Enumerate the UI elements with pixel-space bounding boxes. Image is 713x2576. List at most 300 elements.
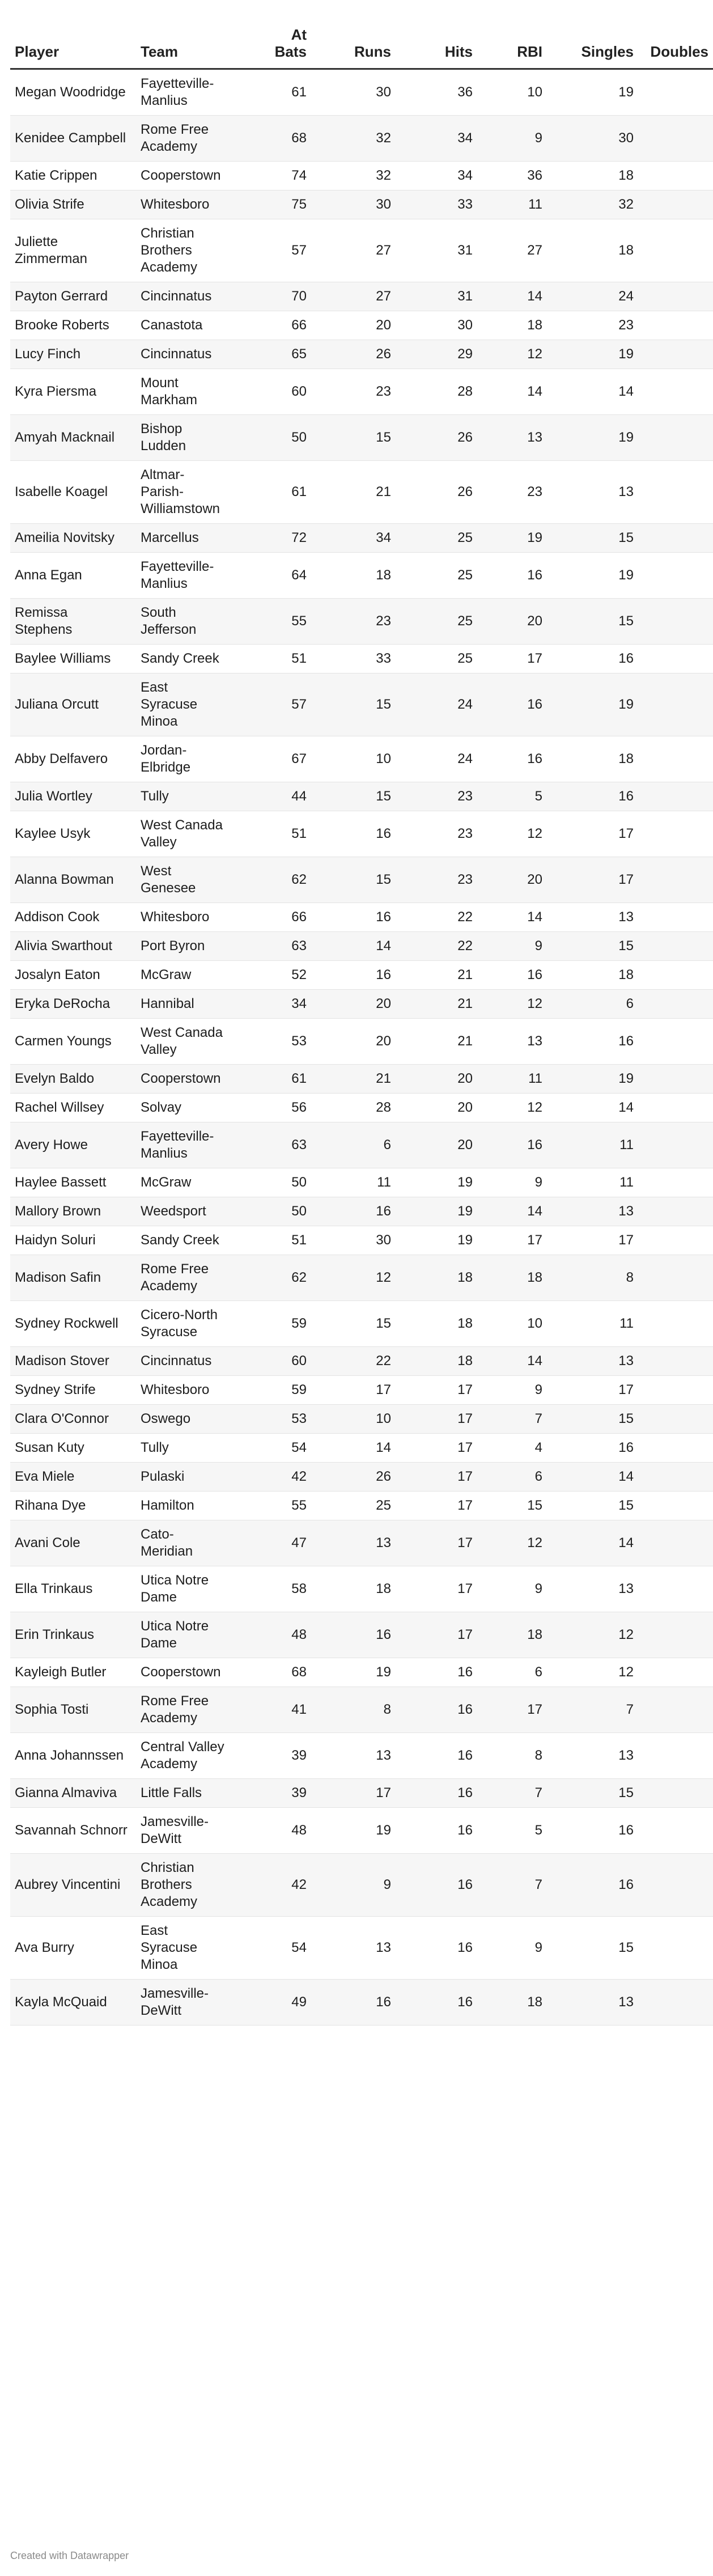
cell-rbi: 13 [477, 1019, 547, 1065]
cell-at-bats: 74 [230, 162, 311, 190]
cell-team: Cincinnatus [133, 282, 230, 311]
table-row [10, 1255, 713, 1301]
cell-rbi: 36 [477, 162, 547, 190]
cell-singles: 13 [547, 1347, 638, 1376]
cell-team: Sandy Creek [133, 1226, 230, 1255]
cell-at-bats: 62 [230, 1255, 311, 1301]
cell-doubles [638, 69, 713, 116]
cell-doubles [638, 219, 713, 282]
cell-singles: 14 [547, 369, 638, 415]
cell-runs: 16 [311, 811, 396, 857]
cell-at-bats: 55 [230, 599, 311, 645]
cell-doubles [638, 645, 713, 673]
cell-hits: 29 [396, 340, 477, 369]
cell-singles: 23 [547, 311, 638, 340]
cell-singles: 19 [547, 553, 638, 599]
cell-runs: 32 [311, 116, 396, 162]
cell-player: Brooke Roberts [10, 311, 133, 340]
cell-doubles [638, 1376, 713, 1405]
cell-at-bats: 42 [230, 1854, 311, 1917]
table-row [10, 1658, 713, 1687]
cell-doubles [638, 961, 713, 990]
cell-runs: 30 [311, 69, 396, 116]
table-row [10, 1019, 713, 1065]
cell-runs: 23 [311, 599, 396, 645]
cell-at-bats: 48 [230, 1808, 311, 1854]
cell-runs: 10 [311, 1405, 396, 1434]
cell-team: Whitesboro [133, 1376, 230, 1405]
cell-doubles [638, 190, 713, 219]
cell-player: Kaylee Usyk [10, 811, 133, 857]
cell-player: Susan Kuty [10, 1434, 133, 1463]
cell-team: Bishop Ludden [133, 415, 230, 461]
cell-singles: 15 [547, 932, 638, 961]
cell-singles: 7 [547, 1687, 638, 1733]
cell-runs: 33 [311, 645, 396, 673]
cell-rbi: 14 [477, 1197, 547, 1226]
cell-doubles [638, 857, 713, 903]
cell-at-bats: 70 [230, 282, 311, 311]
cell-at-bats: 51 [230, 811, 311, 857]
cell-player: Evelyn Baldo [10, 1065, 133, 1094]
cell-player: Isabelle Koagel [10, 461, 133, 524]
cell-player: Avery Howe [10, 1122, 133, 1168]
cell-runs: 30 [311, 1226, 396, 1255]
cell-doubles [638, 1520, 713, 1566]
cell-rbi: 8 [477, 1733, 547, 1779]
cell-doubles [638, 1566, 713, 1612]
cell-singles: 18 [547, 736, 638, 782]
cell-doubles [638, 599, 713, 645]
cell-player: Abby Delfavero [10, 736, 133, 782]
cell-doubles [638, 311, 713, 340]
cell-rbi: 9 [477, 116, 547, 162]
cell-runs: 13 [311, 1733, 396, 1779]
cell-rbi: 12 [477, 1094, 547, 1122]
cell-singles: 19 [547, 340, 638, 369]
cell-player: Madison Stover [10, 1347, 133, 1376]
cell-runs: 12 [311, 1255, 396, 1301]
cell-singles: 17 [547, 1226, 638, 1255]
cell-rbi: 12 [477, 811, 547, 857]
cell-at-bats: 50 [230, 1197, 311, 1226]
table-row [10, 69, 713, 116]
cell-player: Alanna Bowman [10, 857, 133, 903]
cell-hits: 23 [396, 782, 477, 811]
cell-team: East Syracuse Minoa [133, 1917, 230, 1980]
header-runs[interactable]: Runs [311, 23, 396, 69]
cell-runs: 20 [311, 990, 396, 1019]
cell-doubles [638, 340, 713, 369]
cell-runs: 13 [311, 1520, 396, 1566]
cell-rbi: 16 [477, 961, 547, 990]
cell-singles: 11 [547, 1301, 638, 1347]
table-row [10, 190, 713, 219]
cell-at-bats: 61 [230, 1065, 311, 1094]
cell-team: Tully [133, 1434, 230, 1463]
cell-rbi: 20 [477, 599, 547, 645]
cell-team: Utica Notre Dame [133, 1566, 230, 1612]
cell-runs: 15 [311, 673, 396, 736]
cell-doubles [638, 1168, 713, 1197]
cell-doubles [638, 1434, 713, 1463]
cell-player: Aubrey Vincentini [10, 1854, 133, 1917]
cell-rbi: 16 [477, 553, 547, 599]
cell-runs: 8 [311, 1687, 396, 1733]
cell-singles: 30 [547, 116, 638, 162]
cell-singles: 15 [547, 1917, 638, 1980]
cell-player: Josalyn Eaton [10, 961, 133, 990]
cell-singles: 17 [547, 811, 638, 857]
cell-team: Cicero-North Syracuse [133, 1301, 230, 1347]
cell-doubles [638, 1980, 713, 2026]
cell-hits: 17 [396, 1520, 477, 1566]
table-row [10, 219, 713, 282]
table-row [10, 340, 713, 369]
cell-hits: 16 [396, 1980, 477, 2026]
cell-runs: 26 [311, 1463, 396, 1492]
table-row [10, 1808, 713, 1854]
cell-player: Mallory Brown [10, 1197, 133, 1226]
cell-rbi: 9 [477, 1168, 547, 1197]
cell-rbi: 17 [477, 1226, 547, 1255]
cell-rbi: 18 [477, 1612, 547, 1658]
header-team[interactable]: Team [133, 23, 230, 69]
cell-hits: 36 [396, 69, 477, 116]
cell-hits: 19 [396, 1226, 477, 1255]
table-row [10, 1733, 713, 1779]
cell-hits: 20 [396, 1122, 477, 1168]
cell-at-bats: 48 [230, 1612, 311, 1658]
cell-rbi: 18 [477, 1255, 547, 1301]
cell-runs: 6 [311, 1122, 396, 1168]
table-row [10, 1463, 713, 1492]
cell-team: Whitesboro [133, 903, 230, 932]
cell-at-bats: 52 [230, 961, 311, 990]
cell-hits: 17 [396, 1405, 477, 1434]
cell-singles: 13 [547, 1733, 638, 1779]
cell-player: Julia Wortley [10, 782, 133, 811]
cell-hits: 22 [396, 932, 477, 961]
cell-hits: 25 [396, 524, 477, 553]
cell-player: Alivia Swarthout [10, 932, 133, 961]
cell-player: Sydney Strife [10, 1376, 133, 1405]
cell-singles: 15 [547, 1405, 638, 1434]
cell-rbi: 14 [477, 1347, 547, 1376]
cell-team: Whitesboro [133, 190, 230, 219]
cell-player: Anna Egan [10, 553, 133, 599]
cell-doubles [638, 1854, 713, 1917]
cell-singles: 13 [547, 1197, 638, 1226]
cell-player: Lucy Finch [10, 340, 133, 369]
cell-singles: 14 [547, 1094, 638, 1122]
cell-at-bats: 55 [230, 1492, 311, 1520]
cell-team: Fayetteville-Manlius [133, 553, 230, 599]
cell-singles: 13 [547, 1566, 638, 1612]
cell-runs: 9 [311, 1854, 396, 1917]
cell-team: Cooperstown [133, 1065, 230, 1094]
cell-team: Jamesville-DeWitt [133, 1808, 230, 1854]
table-row [10, 1492, 713, 1520]
cell-at-bats: 59 [230, 1301, 311, 1347]
cell-team: Solvay [133, 1094, 230, 1122]
cell-doubles [638, 1917, 713, 1980]
cell-singles: 19 [547, 69, 638, 116]
cell-hits: 24 [396, 736, 477, 782]
cell-runs: 21 [311, 1065, 396, 1094]
cell-team: Hamilton [133, 1492, 230, 1520]
cell-singles: 12 [547, 1658, 638, 1687]
cell-runs: 22 [311, 1347, 396, 1376]
cell-doubles [638, 990, 713, 1019]
cell-at-bats: 58 [230, 1566, 311, 1612]
cell-team: Utica Notre Dame [133, 1612, 230, 1658]
cell-hits: 17 [396, 1612, 477, 1658]
cell-doubles [638, 1687, 713, 1733]
cell-hits: 16 [396, 1687, 477, 1733]
cell-player: Eryka DeRocha [10, 990, 133, 1019]
cell-at-bats: 64 [230, 553, 311, 599]
cell-player: Megan Woodridge [10, 69, 133, 116]
cell-team: Cooperstown [133, 162, 230, 190]
table-row [10, 1854, 713, 1917]
cell-hits: 25 [396, 599, 477, 645]
cell-hits: 21 [396, 990, 477, 1019]
cell-team: Jordan-Elbridge [133, 736, 230, 782]
cell-team: Tully [133, 782, 230, 811]
cell-player: Addison Cook [10, 903, 133, 932]
cell-runs: 15 [311, 1301, 396, 1347]
cell-hits: 25 [396, 553, 477, 599]
cell-player: Anna Johannssen [10, 1733, 133, 1779]
cell-doubles [638, 1094, 713, 1122]
cell-hits: 31 [396, 219, 477, 282]
cell-at-bats: 75 [230, 190, 311, 219]
cell-hits: 22 [396, 903, 477, 932]
cell-rbi: 12 [477, 990, 547, 1019]
cell-doubles [638, 162, 713, 190]
cell-doubles [638, 116, 713, 162]
cell-doubles [638, 811, 713, 857]
cell-player: Juliette Zimmerman [10, 219, 133, 282]
cell-rbi: 15 [477, 1492, 547, 1520]
cell-runs: 16 [311, 1980, 396, 2026]
header-at-bats[interactable]: At Bats [230, 23, 311, 69]
cell-singles: 17 [547, 1376, 638, 1405]
cell-singles: 19 [547, 673, 638, 736]
cell-singles: 13 [547, 461, 638, 524]
cell-at-bats: 66 [230, 903, 311, 932]
cell-team: Mount Markham [133, 369, 230, 415]
cell-runs: 25 [311, 1492, 396, 1520]
table-row [10, 1301, 713, 1347]
cell-player: Rihana Dye [10, 1492, 133, 1520]
table-row [10, 1094, 713, 1122]
cell-runs: 17 [311, 1376, 396, 1405]
cell-player: Ella Trinkaus [10, 1566, 133, 1612]
cell-doubles [638, 736, 713, 782]
cell-singles: 6 [547, 990, 638, 1019]
cell-hits: 17 [396, 1463, 477, 1492]
cell-hits: 16 [396, 1917, 477, 1980]
cell-rbi: 7 [477, 1405, 547, 1434]
cell-runs: 30 [311, 190, 396, 219]
cell-hits: 16 [396, 1854, 477, 1917]
header-row [10, 23, 713, 69]
cell-rbi: 7 [477, 1854, 547, 1917]
cell-at-bats: 42 [230, 1463, 311, 1492]
cell-doubles [638, 1405, 713, 1434]
cell-rbi: 16 [477, 736, 547, 782]
cell-at-bats: 72 [230, 524, 311, 553]
cell-hits: 26 [396, 415, 477, 461]
cell-player: Erin Trinkaus [10, 1612, 133, 1658]
table-row [10, 961, 713, 990]
cell-singles: 14 [547, 1463, 638, 1492]
cell-runs: 27 [311, 219, 396, 282]
cell-hits: 34 [396, 116, 477, 162]
cell-player: Clara O'Connor [10, 1405, 133, 1434]
cell-rbi: 4 [477, 1434, 547, 1463]
table-row [10, 1520, 713, 1566]
cell-runs: 11 [311, 1168, 396, 1197]
cell-singles: 13 [547, 903, 638, 932]
cell-hits: 23 [396, 857, 477, 903]
cell-runs: 16 [311, 1612, 396, 1658]
cell-hits: 17 [396, 1492, 477, 1520]
cell-player: Kayla McQuaid [10, 1980, 133, 2026]
cell-hits: 20 [396, 1065, 477, 1094]
cell-runs: 20 [311, 1019, 396, 1065]
cell-team: East Syracuse Minoa [133, 673, 230, 736]
cell-runs: 23 [311, 369, 396, 415]
cell-at-bats: 62 [230, 857, 311, 903]
cell-rbi: 10 [477, 69, 547, 116]
cell-runs: 14 [311, 932, 396, 961]
cell-singles: 8 [547, 1255, 638, 1301]
cell-rbi: 17 [477, 1687, 547, 1733]
cell-hits: 17 [396, 1434, 477, 1463]
cell-singles: 13 [547, 1980, 638, 2026]
cell-hits: 18 [396, 1347, 477, 1376]
cell-at-bats: 39 [230, 1779, 311, 1808]
table-row [10, 1980, 713, 2026]
header-player[interactable]: Player [10, 23, 133, 69]
cell-team: Little Falls [133, 1779, 230, 1808]
cell-player: Haidyn Soluri [10, 1226, 133, 1255]
table-row [10, 811, 713, 857]
cell-hits: 33 [396, 190, 477, 219]
table-row [10, 415, 713, 461]
cell-rbi: 11 [477, 190, 547, 219]
cell-player: Gianna Almaviva [10, 1779, 133, 1808]
cell-runs: 21 [311, 461, 396, 524]
cell-hits: 18 [396, 1255, 477, 1301]
cell-singles: 18 [547, 961, 638, 990]
cell-doubles [638, 415, 713, 461]
cell-rbi: 5 [477, 782, 547, 811]
cell-team: Central Valley Academy [133, 1733, 230, 1779]
cell-player: Sydney Rockwell [10, 1301, 133, 1347]
cell-team: McGraw [133, 961, 230, 990]
table-row [10, 1376, 713, 1405]
table-row [10, 1566, 713, 1612]
cell-hits: 26 [396, 461, 477, 524]
cell-hits: 17 [396, 1566, 477, 1612]
cell-player: Carmen Youngs [10, 1019, 133, 1065]
cell-team: West Canada Valley [133, 811, 230, 857]
cell-singles: 18 [547, 219, 638, 282]
cell-singles: 11 [547, 1168, 638, 1197]
cell-at-bats: 49 [230, 1980, 311, 2026]
cell-rbi: 7 [477, 1779, 547, 1808]
cell-rbi: 23 [477, 461, 547, 524]
cell-rbi: 18 [477, 311, 547, 340]
cell-hits: 16 [396, 1658, 477, 1687]
cell-at-bats: 60 [230, 1347, 311, 1376]
cell-doubles [638, 1122, 713, 1168]
cell-team: Hannibal [133, 990, 230, 1019]
cell-hits: 16 [396, 1779, 477, 1808]
cell-at-bats: 60 [230, 369, 311, 415]
cell-team: Christian Brothers Academy [133, 219, 230, 282]
cell-player: Kenidee Campbell [10, 116, 133, 162]
table-row [10, 1405, 713, 1434]
cell-rbi: 16 [477, 1122, 547, 1168]
cell-doubles [638, 1658, 713, 1687]
cell-rbi: 6 [477, 1658, 547, 1687]
cell-team: Cato-Meridian [133, 1520, 230, 1566]
cell-player: Eva Miele [10, 1463, 133, 1492]
header-singles[interactable]: Singles [547, 23, 638, 69]
table-row [10, 782, 713, 811]
table-row [10, 673, 713, 736]
cell-runs: 27 [311, 282, 396, 311]
cell-team: South Jefferson [133, 599, 230, 645]
cell-rbi: 17 [477, 645, 547, 673]
cell-hits: 31 [396, 282, 477, 311]
cell-hits: 21 [396, 1019, 477, 1065]
table-row [10, 1917, 713, 1980]
cell-at-bats: 39 [230, 1733, 311, 1779]
cell-rbi: 12 [477, 1520, 547, 1566]
cell-runs: 15 [311, 857, 396, 903]
table-row [10, 1434, 713, 1463]
header-hits[interactable]: Hits [396, 23, 477, 69]
cell-singles: 32 [547, 190, 638, 219]
cell-at-bats: 63 [230, 932, 311, 961]
cell-at-bats: 47 [230, 1520, 311, 1566]
credit-footer[interactable]: Created with Datawrapper [10, 2550, 129, 2561]
cell-singles: 11 [547, 1122, 638, 1168]
cell-singles: 19 [547, 415, 638, 461]
cell-at-bats: 56 [230, 1094, 311, 1122]
cell-singles: 14 [547, 1520, 638, 1566]
cell-doubles [638, 932, 713, 961]
cell-at-bats: 53 [230, 1019, 311, 1065]
header-rbi[interactable]: RBI [477, 23, 547, 69]
cell-runs: 10 [311, 736, 396, 782]
cell-hits: 28 [396, 369, 477, 415]
cell-at-bats: 63 [230, 1122, 311, 1168]
cell-at-bats: 54 [230, 1917, 311, 1980]
header-doubles[interactable]: Doubles [638, 23, 713, 69]
cell-rbi: 18 [477, 1980, 547, 2026]
cell-rbi: 12 [477, 340, 547, 369]
table-row [10, 903, 713, 932]
cell-doubles [638, 1226, 713, 1255]
cell-player: Baylee Williams [10, 645, 133, 673]
